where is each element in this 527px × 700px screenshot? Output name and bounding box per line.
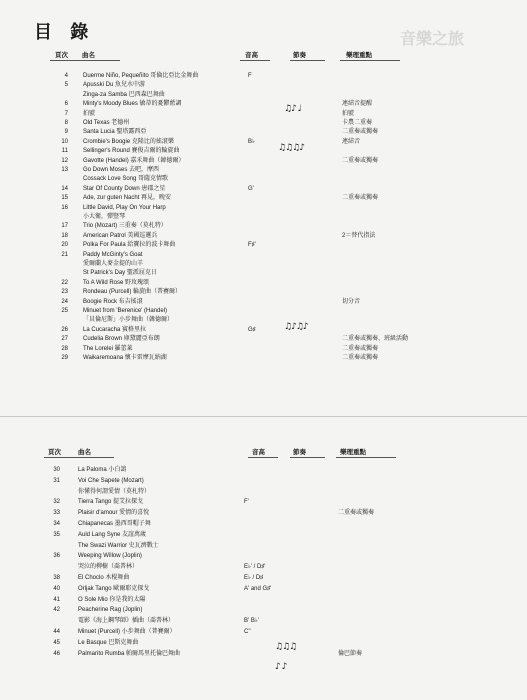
header-page-2: 頁次 — [48, 449, 61, 456]
row-page-number: 10 — [61, 138, 68, 145]
list-item — [0, 520, 527, 529]
list-item — [0, 354, 527, 363]
row-title: Ade, zur guten Nacht 再見，晚安 — [83, 195, 172, 202]
row-title: Orljak Tango 歐爾耶克探戈 — [78, 585, 150, 592]
row-title: Minuet (Purcell) 小步舞曲（普賽爾） — [78, 629, 176, 635]
list-item — [0, 542, 527, 551]
row-page-number: 36 — [53, 553, 60, 560]
row-title: Peacherine Rag (Joplin) — [78, 607, 143, 614]
row-title: St Patrick's Day 聖派屈克日 — [83, 270, 157, 277]
list-item — [0, 72, 527, 81]
row-title: Weeping Willow (Joplin) — [78, 553, 142, 560]
row-title: 愛爾蘭人麥金提的山羊 — [83, 261, 144, 267]
header-rhythm: 節奏 — [293, 52, 306, 59]
rhythm-notes-row46a: ♫♫♫ — [275, 642, 297, 652]
list-item — [0, 606, 527, 615]
list-item — [0, 260, 527, 269]
row-page-number: 22 — [61, 279, 68, 286]
row-page-number: 26 — [61, 326, 68, 333]
list-item — [0, 213, 527, 222]
row-title: Gavotte (Handel) 嘉禾舞曲（韓德爾） — [83, 157, 185, 164]
list-item — [0, 574, 527, 583]
row-page-number: 44 — [53, 629, 60, 635]
row-title: Minuet from 'Berenice' (Handel) — [83, 308, 167, 314]
row-page-number: 23 — [61, 289, 68, 296]
row-page-number: 11 — [61, 148, 68, 155]
row-page-number: 38 — [53, 575, 60, 581]
row-focus: 連結音提醒 — [342, 101, 373, 108]
header-underline-1 — [50, 60, 120, 61]
row-focus: 倫巴節奏 — [338, 650, 363, 657]
row-title: Sellinger's Round 賽俊吉爾的輪旋曲 — [83, 148, 180, 155]
list-item — [0, 232, 527, 241]
row-title: Duerme Niño, Pequeñito 哥倫比亞比金舞曲 — [83, 73, 199, 79]
row-focus: 二重奏或獨奏 — [338, 510, 375, 517]
row-title: The Lorelei 羅蕾萊 — [83, 345, 133, 352]
header-title-2: 曲名 — [78, 449, 91, 456]
row-pitch: C'' — [244, 629, 251, 635]
list-item — [0, 204, 527, 213]
row-focus: 二重奏或獨奏 — [342, 355, 379, 361]
list-item — [0, 222, 527, 231]
row-title: Polka For Paula 給寶拉的波卡舞曲 — [83, 242, 176, 249]
row-title: Trio (Mozart) 三重奏（莫札特） — [83, 223, 167, 230]
list-item — [0, 531, 527, 540]
list-item — [0, 596, 527, 605]
row-title: Go Down Moses 去吧，摩西 — [83, 167, 160, 173]
list-item — [0, 639, 527, 648]
row-page-number: 41 — [53, 596, 60, 603]
row-page-number: 31 — [53, 477, 60, 484]
row-page-number: 24 — [61, 298, 68, 305]
list-item — [0, 307, 527, 316]
row-title: Le Basque 巴斯克舞曲 — [78, 639, 139, 646]
row-title: The Swazi Warrior 史瓦濟戰士 — [78, 542, 159, 549]
row-title: Voi Che Sapete (Mozart) — [78, 477, 144, 484]
row-focus: 連結音 — [342, 138, 361, 145]
row-page-number: 13 — [61, 167, 68, 173]
list-item — [0, 466, 527, 475]
row-title: 拍號 — [83, 110, 96, 117]
row-pitch: F' — [244, 499, 249, 506]
rhythm-notes-row24: ♫♪♫♪ — [284, 322, 308, 332]
header-underline-2 — [240, 60, 270, 61]
row-title: 小大衛，彈豎琴 — [83, 214, 126, 220]
row-pitch: B' B♭' — [244, 618, 259, 625]
row-title: La Paloma 小白鴿 — [78, 467, 127, 473]
row-title: To A Wild Rose 野玫瑰頌 — [83, 279, 150, 286]
row-page-number: 30 — [53, 467, 60, 473]
list-item — [0, 194, 527, 203]
rhythm-notes-row46b: ♪ ♪ — [275, 662, 287, 672]
list-item — [0, 81, 527, 90]
row-page-number: 6 — [64, 101, 68, 108]
row-page-number: 20 — [61, 242, 68, 249]
row-title: La Cucaracha 賓格里拉 — [83, 326, 147, 333]
list-item — [0, 335, 527, 344]
list-item — [0, 175, 527, 184]
row-page-number: 46 — [53, 650, 60, 657]
row-pitch: E♭ / D♯ — [244, 575, 264, 581]
row-page-number: 17 — [61, 223, 68, 230]
row-page-number: 35 — [53, 531, 60, 538]
row-pitch: F — [248, 73, 252, 79]
list-item — [0, 110, 527, 119]
row-page-number: 4 — [64, 73, 68, 79]
row-page-number: 12 — [61, 157, 68, 164]
row-title: Palmarito Rumba 帕爾馬里托倫巴舞曲 — [78, 650, 181, 657]
list-item — [0, 298, 527, 307]
list-item — [0, 251, 527, 260]
row-page-number: 28 — [61, 345, 68, 352]
header-underline-4 — [340, 60, 400, 61]
list-item — [0, 498, 527, 507]
header2-underline-2 — [248, 457, 278, 458]
row-page-number: 42 — [53, 607, 60, 614]
list-item — [0, 91, 527, 100]
list-item — [0, 552, 527, 561]
row-title: 電影《海上鋼琴師》插曲（喬普林） — [78, 618, 175, 625]
header-title: 曲名 — [82, 52, 95, 59]
row-pitch: B♭ — [248, 138, 255, 145]
row-title: 你懂得何謂愛情（莫札特） — [78, 488, 151, 495]
row-focus: 二重奏或獨奏 — [342, 345, 379, 352]
row-page-number: 29 — [61, 355, 68, 361]
list-item — [0, 241, 527, 250]
row-focus: 二重奏或獨奏 — [342, 157, 379, 164]
header2-underline-4 — [336, 457, 396, 458]
row-title: Waikaremoana 懷卡雷摩瓦納湖 — [83, 355, 167, 361]
row-title: El Choclo 木棍舞曲 — [78, 575, 130, 581]
row-title: 「貝倫尼斯」小步舞曲（韓德爾） — [83, 317, 174, 324]
row-focus: 切分音 — [342, 298, 361, 305]
list-item — [0, 100, 527, 109]
row-title: Boogie Rock 布吉搖滾 — [83, 298, 143, 305]
row-title: Santa Lucia 聖塔露西亞 — [83, 129, 147, 136]
row-page-number: 45 — [53, 639, 60, 646]
row-title: Cudelia Brown 庫黛麗亞布朗 — [83, 336, 160, 343]
row-title: 哭泣的柳樹（喬普林） — [78, 564, 139, 571]
section-divider — [0, 416, 527, 417]
header2-underline-3 — [290, 457, 325, 458]
row-pitch: A' and G♯' — [244, 585, 272, 592]
list-item — [0, 128, 527, 137]
row-focus: 拍號 — [342, 110, 355, 117]
rhythm-notes-row6: ♫♪ ♩ — [284, 104, 301, 114]
row-pitch: E♭' / D♯' — [244, 564, 266, 571]
row-focus: 二重奏或獨奏 — [342, 129, 379, 136]
row-page-number: 9 — [64, 129, 68, 136]
row-page-number: 33 — [53, 510, 60, 517]
row-title: Rondeau (Purcell) 輪旋曲（普賽爾） — [83, 289, 182, 296]
row-title: Paddy McGinty's Goat — [83, 251, 143, 258]
row-page-number: 21 — [61, 251, 68, 258]
row-title: Auld Lang Syne 友誼萬歲 — [78, 531, 147, 538]
list-item — [0, 166, 527, 175]
list-item — [0, 509, 527, 518]
header-rhythm-2: 節奏 — [293, 449, 306, 456]
row-focus: 卡農二重奏 — [342, 120, 373, 126]
list-item — [0, 650, 527, 659]
list-item — [0, 628, 527, 637]
row-page-number: 32 — [53, 499, 60, 506]
header-page: 頁次 — [55, 52, 68, 59]
row-page-number: 34 — [53, 521, 60, 527]
header-underline-3 — [290, 60, 325, 61]
row-focus: 二重奏或獨奏 — [342, 195, 379, 202]
header-focus-2: 樂理重點 — [340, 449, 366, 456]
row-page-number: 15 — [61, 195, 68, 202]
row-page-number: 14 — [61, 185, 68, 192]
row-page-number: 27 — [61, 336, 68, 343]
row-page-number: 25 — [61, 308, 68, 314]
header2-underline-1 — [44, 457, 114, 458]
row-title: Tierra Tango 提艾拉探戈 — [78, 499, 144, 506]
list-item — [0, 157, 527, 166]
row-title: American Patrol 美國巡邏兵 — [83, 232, 158, 239]
row-title: Old Texas 老德州 — [83, 120, 130, 126]
header-focus: 樂理重點 — [346, 52, 372, 59]
row-focus: 二重奏或獨奏、班級活動 — [342, 336, 409, 343]
row-pitch: G♯ — [248, 326, 256, 333]
row-pitch: G' — [248, 185, 254, 192]
list-item — [0, 119, 527, 128]
row-title: Star Of County Down 唐郡之星 — [83, 185, 166, 192]
list-item — [0, 269, 527, 278]
list-item — [0, 185, 527, 194]
row-pitch: F♯' — [248, 242, 256, 249]
row-page-number: 8 — [64, 120, 68, 126]
row-title: Zinga-za Samba 巴西森巴舞曲 — [83, 91, 165, 98]
row-title: Little David, Play On Your Harp — [83, 204, 166, 211]
row-title: Cossack Love Song 哥薩克情歌 — [83, 176, 169, 183]
list-item — [0, 326, 527, 335]
row-title: Plaisir d'amour 愛情的喜悅 — [78, 510, 150, 517]
row-page-number: 40 — [53, 585, 60, 592]
row-title: Minty's Moody Blues 敏蒂的憂鬱藍調 — [83, 101, 182, 108]
list-item — [0, 345, 527, 354]
row-page-number: 16 — [61, 204, 68, 211]
list-item — [0, 617, 527, 626]
row-title: Apusski Du 魚兒水中游 — [83, 82, 146, 89]
rhythm-notes-row10: ♫♫♫♪ — [278, 143, 304, 153]
header-pitch: 音高 — [245, 52, 258, 59]
list-item — [0, 147, 527, 156]
watermark-text: 音樂之旅 — [400, 31, 465, 48]
row-page-number: 5 — [64, 82, 68, 89]
list-item — [0, 563, 527, 572]
row-title: O Sole Mio 你是我的太陽 — [78, 596, 146, 603]
row-focus: 2＝替代指法 — [342, 232, 376, 239]
row-title: Chiapanecas 墨西哥帽子舞 — [78, 521, 151, 527]
list-item — [0, 288, 527, 297]
list-item — [0, 138, 527, 147]
list-item — [0, 477, 527, 486]
list-item — [0, 279, 527, 288]
row-title: Crombie's Boogie 克隆比的搖滾樂 — [83, 138, 174, 145]
page-title: 目 錄 — [34, 22, 95, 43]
list-item — [0, 316, 527, 325]
list-item — [0, 585, 527, 594]
row-page-number: 7 — [64, 110, 68, 117]
header-pitch-2: 音高 — [252, 449, 265, 456]
list-item — [0, 488, 527, 497]
row-page-number: 18 — [61, 232, 68, 239]
